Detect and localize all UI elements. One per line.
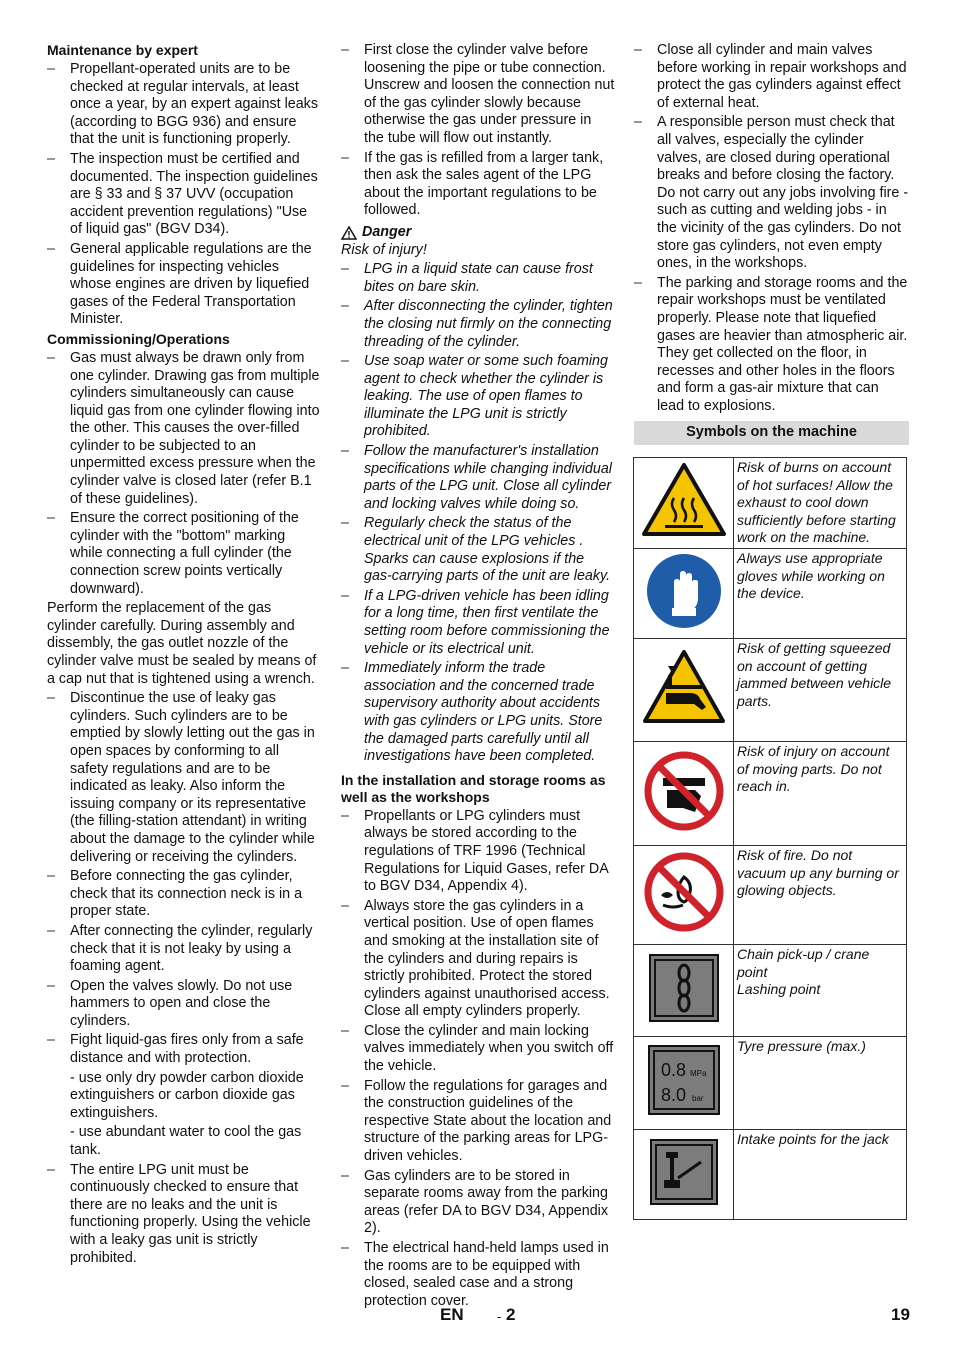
column-2 — [341, 42, 615, 1312]
hot-surface-warning-icon — [641, 462, 727, 538]
list-item: – A responsible person must check that all valves, especially the cylinder valves, are closed during operational breaks and before closing the factory. Do not carry out any jobs involving fire - such as cutting and welding jobs - in the vicinity of the gas cylinders. Do not store gas cylinders, not even empty ones, in the workshops. — [634, 114, 909, 272]
table-row — [634, 945, 907, 1037]
list-item: – Use soap water or some such foaming agent to check whether the cylinder is leaking. The use of open flames to illuminate the LPG unit is strictly prohibited. — [341, 353, 615, 441]
heading-maintenance: Maintenance by expert — [47, 42, 198, 58]
symbol-description: Tyre pressure (max.) — [734, 1037, 907, 1130]
symbol-description: Risk of injury on account of moving parts. Do not reach in. — [734, 742, 907, 846]
fire-subitem: - use abundant water to cool the gas tank. — [70, 1124, 302, 1159]
list-item: – General applicable regulations are the guidelines for inspecting vehicles whose engines are driven by liquefied gases of the Federal Transportation Minister. — [47, 241, 321, 329]
list-item: – If a LPG-driven vehicle has been idling for a long time, then first ventilate the setting room before commissioning the vehicle or its electrical unit. — [341, 588, 615, 658]
table-row — [634, 458, 907, 549]
replacement-paragraph: Perform the replacement of the gas cylinder carefully. During assembly and dissembly, the gas outlet nozzle of the cylinder valve must be sealed by means of a cap nut that is tightened using a wrench. — [47, 600, 317, 687]
list-item: – The inspection must be certified and documented. The inspection guidelines are § 33 and § 37 UVV (occupation accident prevention regulations) "Use of liquid gas" (BGV D34). — [47, 151, 321, 239]
page-number: 19 — [891, 1305, 910, 1324]
pressure-value-bar: 8.0 — [660, 1085, 686, 1106]
risk-label: Risk of injury! — [341, 241, 427, 258]
list-item: – The electrical hand-held lamps used in the rooms are to be equipped with closed, sealed case and a strong protection cover. — [341, 1240, 615, 1310]
list-item: – Immediately inform the trade association and the concerned trade supervisory authority about accidents with gas cylinders or LPG units. Store the damaged parts carefully until all investigations have been completed. — [341, 660, 615, 766]
table-row — [634, 1130, 907, 1220]
table-row — [634, 1037, 907, 1130]
table-row — [634, 742, 907, 846]
column-1 — [47, 42, 321, 1269]
list-item: – Close the cylinder and main locking valves immediately when you switch off the vehicle. — [341, 1023, 615, 1076]
heading-commissioning: Commissioning/Operations — [47, 330, 230, 347]
symbol-text-secondary: Lashing point — [737, 981, 821, 998]
list-item: – If the gas is refilled from a larger tank, then ask the sales agent of the LPG about the important regulations to be followed. — [341, 150, 615, 220]
list-item: – Ensure the correct positioning of the cylinder with the "bottom" marking while connecting a full cylinder (the connection screw points vertically downward). — [47, 510, 321, 598]
valve-list — [341, 42, 615, 220]
storage-list — [341, 808, 615, 1311]
list-item: – After connecting the cylinder, regularly check that it is not leaky by using a foaming agent. — [47, 923, 321, 976]
list-item: – Fight liquid-gas fires only from a safe distance and with protection. — [47, 1032, 321, 1067]
symbol-text: Chain pick-up / crane point — [737, 946, 870, 980]
cylinder-list — [47, 690, 321, 1067]
footer-section: 2 — [506, 1305, 516, 1324]
fire-subitem: - use only dry powder carbon dioxide extinguishers or carbon dioxide gas extinguishers. — [70, 1069, 304, 1121]
heading-storage: In the installation and storage rooms as well as the workshops — [341, 771, 606, 805]
commissioning-list — [47, 350, 321, 598]
list-item: – Open the valves slowly. Do not use hammers to open and close the cylinders. — [47, 978, 321, 1031]
maintenance-list — [47, 61, 321, 329]
no-vacuum-burning-icon — [643, 851, 725, 933]
symbols-table — [633, 457, 907, 1220]
symbol-cell — [634, 1130, 734, 1220]
crush-hazard-warning-icon — [642, 649, 726, 725]
symbol-description: Risk of burns on account of hot surfaces! Allow the exhaust to cool down sufficiently before starting work on the machine. — [734, 458, 907, 549]
symbol-description: Intake points for the jack — [734, 1130, 907, 1220]
list-item: – The parking and storage rooms and the repair workshops must be ventilated properly. Please note that liquefied gases are heavier than atmospheric air. They get collected on the floor, in recesses and other holes in the floors and form a gas-air mixture that can lead to explosions. — [634, 275, 909, 416]
chain-pickup-icon — [648, 953, 720, 1023]
no-reach-in-icon — [643, 750, 725, 832]
pressure-unit-mpa: MPa — [689, 1069, 706, 1079]
symbol-description: Always use appropriate gloves while working on the device. — [734, 549, 907, 639]
footer-separator: - — [497, 1309, 502, 1324]
lpg-check-list — [47, 1162, 321, 1268]
list-item: – After disconnecting the cylinder, tighten the closing nut firmly on the connecting threading of the cylinder. — [341, 298, 615, 351]
list-item: – Follow the manufacturer's installation specifications while changing individual parts of the LPG unit. Close all cylinder and locking valves while doing so. — [341, 443, 615, 513]
symbol-cell — [634, 639, 734, 742]
symbol-cell — [634, 945, 734, 1037]
list-item: – LPG in a liquid state can cause frost bites on bare skin. — [341, 261, 615, 296]
list-item: – First close the cylinder valve before loosening the pipe or tube connection. Unscrew and loosen the connection nut of the gas cylinder slowly because otherwise the gas under pressure in the tube will flow out instantly. — [341, 42, 615, 148]
list-item: – Gas cylinders are to be stored in separate rooms away from the parking areas (refer DA to BGV D34, Appendix 2). — [341, 1168, 615, 1238]
pressure-unit-bar: bar — [691, 1094, 704, 1104]
symbol-description — [734, 945, 907, 1037]
list-item: – Close all cylinder and main valves before working in repair workshops and protect the gas cylinders against effect of external heat. — [634, 42, 909, 112]
danger-heading — [341, 224, 615, 242]
column-3 — [634, 42, 909, 445]
symbol-cell — [634, 1037, 734, 1130]
symbol-description: Risk of fire. Do not vacuum up any burning or glowing objects. — [734, 846, 907, 945]
list-item: – Always store the gas cylinders in a vertical position. Use of open flames and smoking at the installation site of the cylinders and during repairs is strictly prohibited. Protect the stored cylinders against unauthorised access. Close all empty cylinders properly. — [341, 898, 615, 1021]
jack-point-icon — [649, 1138, 719, 1206]
symbols-heading: Symbols on the machine — [634, 421, 909, 445]
list-item: – Propellant-operated units are to be checked at regular intervals, at least once a year, by an expert against leaks (according to BGG 936) and ensure that the unit is functioning properly. — [47, 61, 321, 149]
warning-triangle-icon — [341, 226, 357, 240]
list-item: – Gas must always be drawn only from one cylinder. Drawing gas from multiple cylinders simultaneously can cause liquid gas from one cylinder flowing into the other. This causes the over-filled cylinder to be subjected to an unpermitted excess pressure when the cylinder valve is closed later (refer B.1 of these guidelines). — [47, 350, 321, 508]
symbol-cell — [634, 549, 734, 639]
table-row — [634, 846, 907, 945]
symbol-cell — [634, 458, 734, 549]
symbol-cell — [634, 742, 734, 846]
danger-label: Danger — [362, 223, 412, 240]
list-item: – Before connecting the gas cylinder, check that its connection neck is in a proper state. — [47, 868, 321, 921]
symbol-description: Risk of getting squeezed on account of getting jammed between vehicle parts. — [734, 639, 907, 742]
pressure-value-mpa: 0.8 — [660, 1060, 686, 1081]
table-row — [634, 549, 907, 639]
list-item: – Propellants or LPG cylinders must always be stored according to the regulations of TRF 1996 (Technical Regulations for Liquid Gases, refer DA to BGV D34, Appendix 4). — [341, 808, 615, 896]
symbol-cell — [634, 846, 734, 945]
list-item: – Follow the regulations for garages and the construction guidelines of the respective State about the location and structure of the parking areas for LPG-driven vehicles. — [341, 1078, 615, 1166]
tyre-pressure-icon — [647, 1044, 721, 1116]
footer-language: EN — [440, 1305, 464, 1324]
danger-list — [341, 261, 615, 766]
table-row — [634, 639, 907, 742]
workshop-list — [634, 42, 909, 415]
list-item: – Discontinue the use of leaky gas cylinders. Such cylinders are to be emptied by slowly letting out the gas in open spaces by conforming to all safety regulations and are to be indicated as leaky. Also inform the issuing company or its representative (the filling-station attendant) in writing about the damage to the cylinder while delivering or receiving the cylinders. — [47, 690, 321, 866]
wear-gloves-icon — [645, 552, 723, 630]
list-item: – The entire LPG unit must be continuously checked to ensure that there are no leaks and the unit is functioning properly. Using the vehicle with a leaky gas unit is strictly prohibited. — [47, 1162, 321, 1268]
list-item: – Regularly check the status of the electrical unit of the LPG vehicles . Sparks can cause explosions if the gas-carrying parts of the unit are leaky. — [341, 515, 615, 585]
